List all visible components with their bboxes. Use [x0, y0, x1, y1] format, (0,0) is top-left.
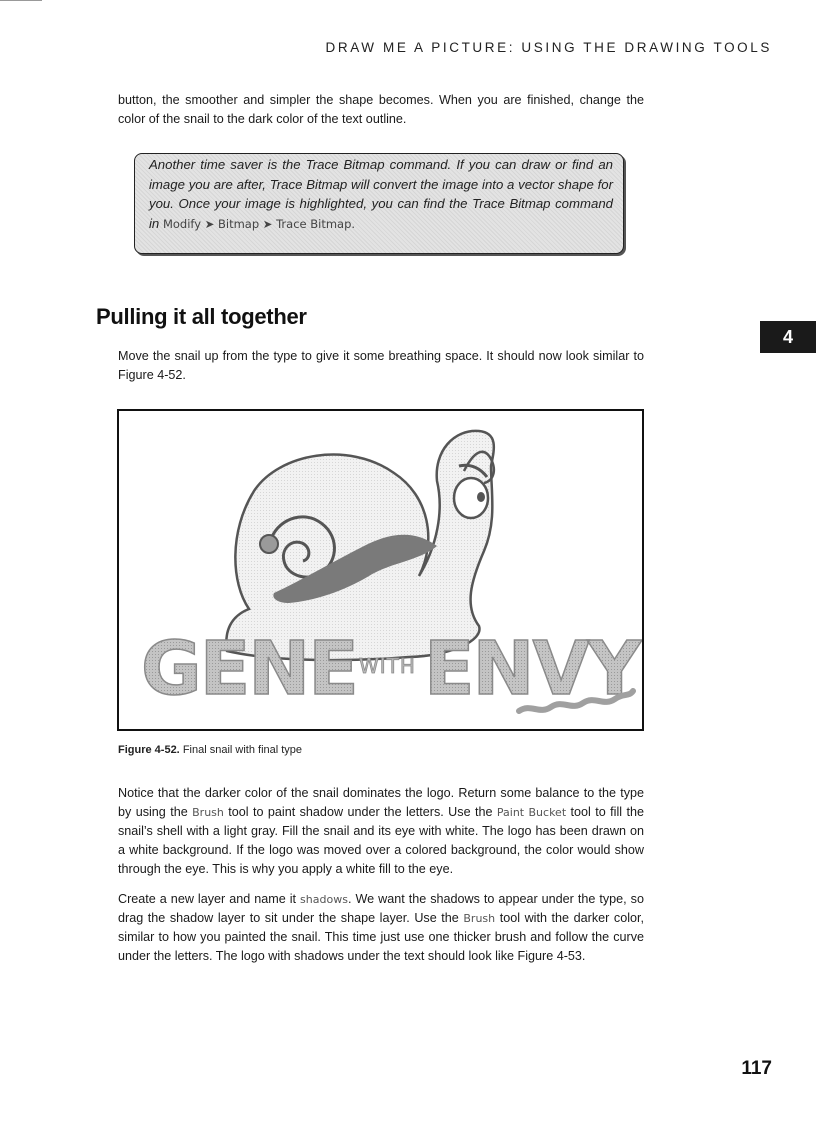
p2-term-brush: Brush: [192, 806, 224, 819]
running-header: DRAW ME A PICTURE: USING THE DRAWING TOOLS: [325, 40, 772, 55]
section-heading: Pulling it all together: [96, 304, 307, 329]
figure-4-52: [117, 409, 644, 731]
intro-paragraph: button, the smoother and simpler the shape becomes. When you are finished, change the color of the snail to the dark color of the text outline.: [118, 93, 644, 126]
p3-text-1: Create a new layer and name it: [118, 892, 301, 906]
caption-text: Final snail with final type: [182, 744, 303, 756]
p3-text-2: . We want the shadows to appear under the type, so drag the shadow layer to sit under the shape layer. Use the: [118, 892, 644, 925]
corner-rule: [0, 0, 42, 1]
section-intro: Move the snail up from the type to give it some breathing space. It should now look similar to Figure 4-52.: [118, 349, 644, 382]
chapter-tab: [760, 321, 816, 353]
snail-logo-illustration: [119, 411, 642, 729]
chapter-number: 4: [782, 326, 793, 347]
caption-label: Figure 4-52.: [118, 744, 180, 756]
paragraph-shadows-layer: [118, 890, 644, 966]
logo-word-gene: GENE: [141, 626, 357, 712]
logo-word-envy: ENVY: [424, 626, 640, 712]
snail-pupil: [477, 492, 485, 502]
paragraph-shadow-balance: [118, 784, 644, 879]
figure-caption: [118, 744, 302, 756]
p2-term-paint-bucket: Paint Bucket: [496, 806, 567, 819]
p2-text-3: tool to fill the snail’s shell with a light gray. Fill the snail and its eye with white. The logo has been drawn on a white background. If the logo was moved over a colored background, the color would show through the eye. This is why you apply a white fill to the eye.: [118, 805, 644, 876]
p3-term-brush: Brush: [463, 912, 496, 925]
p3-term-shadows: shadows: [300, 893, 348, 906]
p3-text-3: tool with the darker color, similar to how you painted the snail. This time just use one thicker brush and follow the curve under the letters. The logo with shadows under the text should look like Figure 4-53.: [118, 911, 644, 963]
shell-center: [260, 535, 278, 553]
note-menu-path: Modify ➤ Bitmap ➤ Trace Bitmap.: [162, 216, 356, 231]
note-box: [134, 153, 624, 254]
note-text: Another time saver is the Trace Bitmap command. If you can draw or find an image you are after, Trace Bitmap will convert the image into a vector shape for you. Once your image is highlighted, you can find the Trace Bitmap command in: [149, 157, 613, 231]
p2-text-2: tool to paint shadow under the letters. Use the: [223, 805, 497, 819]
page-number: 117: [741, 1058, 772, 1079]
logo-word-with: WITH: [359, 654, 416, 678]
p2-text-1: Notice that the darker color of the snail dominates the logo. Return some balance to the type by using the: [118, 786, 644, 819]
